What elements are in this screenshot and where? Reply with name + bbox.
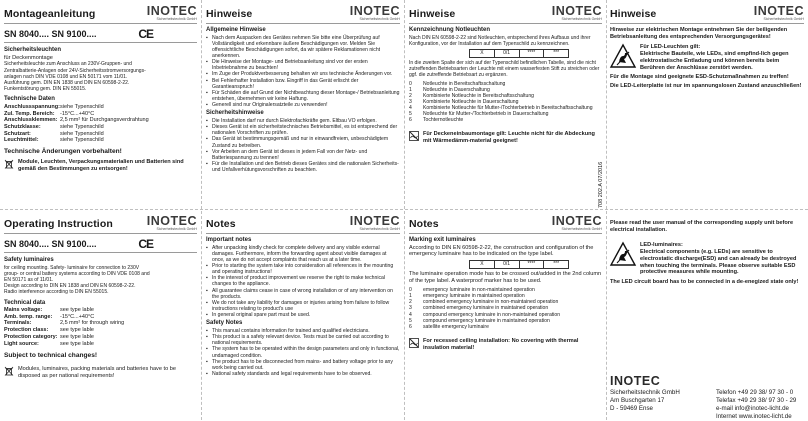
disposal-note xyxy=(4,159,197,173)
disposal-bin-icon xyxy=(4,366,14,376)
panel-header xyxy=(4,214,197,234)
code-cell: X xyxy=(470,50,495,57)
marking-code-box xyxy=(469,49,569,58)
list-item: ▪ After unpacking kindly check for complete delivery and any visible external damages. Furthermore, inform the forwarding agent about visible damages at once, as we do not accept complaints that reach us at a later time. xyxy=(206,245,400,263)
esd-protection-text: Für die Montage sind geeignete ESD-Schutzmaßnahmen zu treffen! xyxy=(610,74,789,81)
panel-title: Hinweise xyxy=(409,8,456,20)
general-heading: Allgemeine Hinweise xyxy=(206,27,266,33)
marking-code-box xyxy=(469,260,569,269)
marking-heading: Marking exit luminaires xyxy=(409,237,476,243)
product-line: Design according to DIN EN 1838 and DIN EN 60598-2-22. xyxy=(4,283,136,290)
product-line: anlagen nach DIN VDE 0108 und EN 50171 vom 11/01. xyxy=(4,73,128,80)
panel-header xyxy=(206,214,400,234)
code-description: Notleuchte in Bereitschaftsschaltung xyxy=(423,80,506,87)
list-item: ▪ In the interest of product improvement we reserve the right to make technical changes to the appliance. xyxy=(206,275,400,287)
no-insulation-icon xyxy=(409,131,419,141)
tech-heading: Technische Daten xyxy=(4,96,55,103)
footer-company: Sicherheitstechnik GmbH xyxy=(610,389,680,396)
code-description: satellite emergency luminaire xyxy=(423,323,489,330)
code-number: 5 xyxy=(409,317,412,324)
spec-key: Zul. Temp. Bereich: xyxy=(4,110,55,117)
footer-phone: Telefon +49 29 38/ 97 30 - 0 xyxy=(716,389,794,396)
disposal-note xyxy=(4,366,197,380)
brand-subtitle: Sicherheitstechnik GmbH xyxy=(156,17,197,21)
serial-numbers: SN 8040.... SN 9100.... xyxy=(4,29,97,39)
brand-name: INOTEC xyxy=(349,214,400,228)
esd-warning-icon xyxy=(610,44,636,68)
code-cell: *** xyxy=(553,261,560,268)
safety-notes-list xyxy=(206,118,400,173)
code-row xyxy=(409,305,560,311)
brand-name: INOTEC xyxy=(753,4,804,18)
spec-value: siehe Typenschild xyxy=(60,137,104,144)
list-item: ▪ Für die Installation und den Betrieb dieses Gerätes sind die nationalen Sicherheits- und Unfallverhütungsvorschriften zu beachten. xyxy=(206,161,400,173)
en-marking-panel xyxy=(409,214,602,416)
spec-value: siehe Typenschild xyxy=(60,124,104,131)
product-line: group- or central battery systems according to DIN VDE 0108 and xyxy=(4,270,150,277)
general-heading: Important notes xyxy=(206,237,252,243)
led-text: Elektrische Bauteile, wie LEDs, sind empfind-lich gegen elektrostatische Entladung und können bereits beim Berühren der Anschlüsse zerstört werden. xyxy=(640,50,789,71)
list-item: ▪ Die Installation darf nur durch Elektrofachkräfte gem. Eltbau VO erfolgen. xyxy=(206,118,400,124)
board-text: The LED circuit board has to be connected in a de-enegized state only! xyxy=(610,279,799,286)
ceiling-note xyxy=(409,338,602,352)
english-section xyxy=(0,210,808,420)
product-line: Sicherheitsleuchte zum Anschluss an 230V-Gruppen- und xyxy=(4,61,132,68)
list-item: ▪ Generell sind nur Originalersatzteile zu verwenden! xyxy=(206,102,400,108)
no-insulation-icon xyxy=(409,338,419,348)
spec-value: see type lable xyxy=(60,340,94,347)
mode-code-table xyxy=(409,287,560,330)
spec-row xyxy=(4,307,124,314)
ce-mark: CE xyxy=(138,27,153,41)
brand-logo xyxy=(147,215,197,232)
spec-key: Amb. temp. range: xyxy=(4,313,53,320)
list-item: ▪ Das Gerät ist bestimmungsgemäß und nur in einwandfreiem, unbeschädigtem Zustand zu betreiben. xyxy=(206,136,400,148)
code-number: 6 xyxy=(409,323,412,330)
spec-key: Anschlussspannung: xyxy=(4,103,60,110)
code-row xyxy=(409,312,560,318)
spec-row xyxy=(4,341,124,348)
spec-row xyxy=(4,314,124,321)
electrical-intro: Please read the user manual of the corresponding supply unit before electrical installation. xyxy=(610,220,794,233)
brand-name: INOTEC xyxy=(551,214,602,228)
panel-header xyxy=(409,4,602,24)
code-number: 0 xyxy=(409,287,412,294)
changes-note: Technische Änderungen vorbehalten! xyxy=(4,148,122,156)
list-item: ▪ All guarantee claims cease in case of wrong installation or of any intervention on the products. xyxy=(206,288,400,300)
led-text: Electrical components (e.g. LEDs) are sensitive to electrostatic discharge(ESD) and can already be destroyed when touching the terminals. Please observe suitable ESD protective measures while mounting. xyxy=(640,248,797,276)
ceiling-note-text: Für Deckeneinbaumontage gilt: Leuchte nicht für die Abdeckung mit Wärmedämm-material geeignet! xyxy=(423,131,595,145)
spec-key: Schutzklasse: xyxy=(4,124,41,131)
tech-heading: Technical data xyxy=(4,299,46,306)
code-number: 1 xyxy=(409,86,412,93)
spec-key: Schutzart: xyxy=(4,130,31,137)
list-item: ▪ In general original spare part must be used. xyxy=(206,312,400,318)
list-item: ▪ Bei Fehlerhafter Installation bzw. Eingriff in das Gerät erlischt der Garantieanspruch! xyxy=(206,78,400,90)
ceiling-note-text: For recessed ceiling installation: No covering with thermal insulation material! xyxy=(423,337,579,351)
spec-row xyxy=(4,111,149,118)
brand-logo xyxy=(552,5,602,22)
code-number: 4 xyxy=(409,311,412,318)
ceiling-note xyxy=(409,131,602,145)
safety-heading: Sicherheitshinweise xyxy=(206,110,264,117)
de-marking-panel xyxy=(409,4,602,206)
brand-logo xyxy=(147,5,197,22)
code-description: Kombinierte Notleuchte in Bereitschaftsschaltung xyxy=(423,92,534,99)
code-cell: **** xyxy=(520,261,545,268)
brand-subtitle: Sicherheitstechnik GmbH xyxy=(156,227,197,231)
code-description: compound emergency luminaire in maintained operation xyxy=(423,317,550,324)
spec-value: see type lable xyxy=(60,333,94,340)
panel-title: Hinweise xyxy=(610,8,657,20)
disposal-bin-icon xyxy=(4,159,14,169)
spec-value: -15°C...+40°C xyxy=(60,110,95,117)
code-description: Notleuchte für Mutter-/Tochterbetrieb in Dauerschaltung xyxy=(423,110,549,117)
marking-text: Nach DIN EN 60598-2-22 sind Notleuchten, entsprechend ihres Aufbaus und ihrer Konfiguration, vor der Installation auf dem Typenschild zu kennzeichnen. xyxy=(409,34,591,47)
list-item: ▪ This manual contains information for trained and qualified electricians. xyxy=(206,328,400,334)
esd-text-block xyxy=(640,242,804,277)
ce-mark: CE xyxy=(138,237,153,251)
safety-heading: Safety Notes xyxy=(206,320,243,327)
spec-key: Anschlussklemmen: xyxy=(4,117,58,124)
product-line: Radio interference according to DIN EN 55015. xyxy=(4,289,109,296)
code-number: 0 xyxy=(409,80,412,87)
panel-header xyxy=(409,214,602,234)
marking-heading: Kennzeichnung Notleuchten xyxy=(409,27,490,33)
brand-name: INOTEC xyxy=(146,4,197,18)
spec-key: Protection class: xyxy=(4,327,49,334)
german-section xyxy=(0,0,808,210)
list-item: ▪ We do not take any liability for damages or injuries arising from failure to follow instructions relating to product's use xyxy=(206,300,400,312)
list-item: ▪ Die Hinweise der Montage- und Betriebsanleitung sind vor der ersten Inbetriebnahme zu beachten! xyxy=(206,59,400,71)
disposal-text: Module, Leuchten, Verpackungsmaterialien und Batterien sind gemäß den Bestimmungen zu entsorgen! xyxy=(18,158,184,172)
company-footer xyxy=(610,374,804,420)
fields-text: The luminaire operation mode has to be crossed out/added in the 2nd column of the type label. A waterproof marker has to be used. xyxy=(409,271,602,285)
en-notes-panel xyxy=(206,214,400,416)
spec-value: 2,5 mm² for through wiring xyxy=(60,320,125,327)
footer-address xyxy=(610,389,680,413)
footer-city: D - 59469 Ense xyxy=(610,405,653,412)
panel-title: Montageanleitung xyxy=(4,8,96,20)
spec-value: siehe Typenschild xyxy=(60,130,104,137)
de-electrical-panel xyxy=(610,4,804,206)
footer-web: Internet www.inotec-licht.de xyxy=(716,413,792,420)
brand-subtitle: Sicherheitstechnik GmbH xyxy=(763,17,804,21)
brand-logo xyxy=(350,5,400,22)
footer-email: e-mail info@inotec-licht.de xyxy=(716,405,789,412)
list-item: ▪ Vor Arbeiten an dem Gerät ist dieses in jedem Fall von der Netz- und Batteriespannung zu trennen! xyxy=(206,149,400,161)
code-number: 2 xyxy=(409,92,412,99)
disposal-text: Modules, luminaires, packing materials and batteries have to be disposed as per national requirements! xyxy=(18,365,176,379)
spec-value: 2,5 mm² für Durchgangsverdrahtung xyxy=(60,117,149,124)
spec-row xyxy=(4,124,149,131)
brand-logo xyxy=(350,215,400,232)
esd-warning xyxy=(610,44,804,72)
spec-value: -15°C...+40°C xyxy=(60,313,95,320)
spec-row xyxy=(4,320,124,327)
board-text: Die LED-Leiterplatte ist nur im spannungslosen Zustand anzuschließen! xyxy=(610,83,802,90)
code-description: emergency luminaire in non-maintained operation xyxy=(423,287,535,294)
list-item: ▪ Prior to starting the system take into consideration all references in the mounting and operating instructions! xyxy=(206,263,400,275)
document-code-text: 708 202.A 07/2016 xyxy=(598,161,604,208)
brand-subtitle: Sicherheitstechnik GmbH xyxy=(561,227,602,231)
code-description: Kombinierte Notleuchte für Mutter-/Tochterbetrieb in Bereitschaftsschaltung xyxy=(423,104,593,111)
code-description: Tochternotleuchte xyxy=(423,117,464,124)
brand-name: INOTEC xyxy=(349,4,400,18)
spec-key: Light source: xyxy=(4,340,39,347)
code-description: compound emergency luminaire in non-maintained operation xyxy=(423,311,561,318)
serial-row xyxy=(4,27,197,43)
spec-key: Protection category: xyxy=(4,333,58,340)
spec-value: siehe Typenschild xyxy=(60,103,104,110)
code-number: 5 xyxy=(409,110,412,117)
general-notes-list xyxy=(206,245,400,319)
list-item: ▪ Im Zuge der Produktverbesserung behalten wir uns technische Änderungen vor. xyxy=(206,71,400,77)
panel-title: Notes xyxy=(206,218,236,230)
footer-street: Am Buschgarten 17 xyxy=(610,397,665,404)
code-description: combined emergency luminaire in maintained operation xyxy=(423,305,549,312)
esd-text-block xyxy=(640,44,804,72)
panel-title: Notes xyxy=(409,218,439,230)
brand-logo xyxy=(754,5,804,22)
spec-key: Mains voltage: xyxy=(4,307,43,314)
led-heading: Für LED-Leuchten gilt: xyxy=(640,43,701,50)
panel-header xyxy=(610,4,804,24)
changes-note: Subject to technical changes! xyxy=(4,352,98,360)
spec-key: Terminals: xyxy=(4,320,32,327)
list-item: ▪ Nach dem Auspacken des Gerätes nehmen Sie bitte eine Überprüfung auf Vollständigkeit und erkennbare äußere Beschädigungen vor. Melden Sie offensichtliche Beschädigungen sofort, da wir spätere Reklamationen nicht anerkennen. xyxy=(206,35,400,60)
list-item: ▪ Für Schäden die auf Grund der Nichtbeachtung dieser Montage-/ Betriebsanleitung entstehen, übernehmen wir keine Haftung. xyxy=(206,90,400,102)
product-heading: Sicherheitsleuchten xyxy=(4,47,62,53)
marking-text: According to DIN EN 60598-2-22, the construction and configuration of the emergency luminaire has to be indicated on the type label. xyxy=(409,244,594,258)
code-row xyxy=(409,324,560,330)
fields-text: In die zweiten Spalte der sich auf der Typenschild befindlichen Tabelle, sind die nicht zutreffenden Betriebsarten der Leuchte mit einem wasserfesten Stift zu streichen oder ggf. die zutreffende Betriebsart zu ergänzen. xyxy=(409,59,600,79)
general-notes-list xyxy=(206,35,400,109)
list-item: ▪ This product is a safety relevant device. Tests must be carried out according to national requirements. xyxy=(206,334,400,346)
spec-row xyxy=(4,131,149,138)
code-cell: *** xyxy=(553,49,560,56)
spec-value: see type lable xyxy=(60,307,94,314)
spec-table xyxy=(4,104,149,144)
code-description: emergency luminaire in maintained operation xyxy=(423,293,525,300)
spec-row xyxy=(4,137,149,144)
code-row xyxy=(409,117,593,123)
esd-warning-icon xyxy=(610,242,636,266)
footer-brand: INOTEC xyxy=(610,374,661,388)
brand-subtitle: Sicherheitstechnik GmbH xyxy=(359,227,400,231)
mode-code-table xyxy=(409,81,593,124)
code-cell: X xyxy=(470,261,495,268)
code-number: 1 xyxy=(409,293,412,300)
code-cell: 0/1 xyxy=(495,261,520,268)
code-number: 3 xyxy=(409,98,412,105)
spec-row xyxy=(4,104,149,111)
code-description: Notleuchte in Dauerschaltung xyxy=(423,86,490,93)
list-item: ▪ The system has to be operated within the design parameters and only in functional, undamaged condition. xyxy=(206,346,400,358)
en-electrical-panel xyxy=(610,214,804,420)
brand-subtitle: Sicherheitstechnik GmbH xyxy=(561,17,602,21)
serial-numbers: SN 8040.... SN 9100.... xyxy=(4,239,97,249)
brand-name: INOTEC xyxy=(551,4,602,18)
spec-value: see type lable xyxy=(60,327,94,334)
panel-header xyxy=(206,4,400,24)
product-line: Zentralbatterie-Anlagen oder 24V-Sicherheitsstromversorgungs- xyxy=(4,67,146,74)
code-cell: **** xyxy=(520,50,545,57)
spec-table xyxy=(4,307,124,347)
code-number: 3 xyxy=(409,305,412,312)
product-heading: Safety luminaires xyxy=(4,257,54,263)
spec-row xyxy=(4,334,124,341)
panel-header xyxy=(4,4,197,24)
brand-logo xyxy=(552,215,602,232)
product-line: für Deckenmontage xyxy=(4,54,53,61)
code-number: 2 xyxy=(409,299,412,306)
code-cell: 0/1 xyxy=(495,50,520,57)
list-item: ▪ The product has to be disconnected from mains- and battery voltage prior to any work being carried out. xyxy=(206,359,400,371)
brand-subtitle: Sicherheitstechnik GmbH xyxy=(359,17,400,21)
de-mounting-panel xyxy=(4,4,197,206)
code-number: 6 xyxy=(409,117,412,124)
spec-row xyxy=(4,117,149,124)
product-line: Funkentstörung gem. DIN EN 55015. xyxy=(4,86,87,93)
de-notes-panel xyxy=(206,4,400,206)
code-description: Kombinierte Notleuchte in Dauerschaltung xyxy=(423,98,519,105)
footer-contact xyxy=(716,389,804,421)
list-item: ▪ Dieses Gerät ist ein sicherheitstechnisches Betriebsmittel, es ist entsprechend der nationalen Vorschriften zu prüfen. xyxy=(206,124,400,136)
electrical-intro: Hinweise zur elektrischen Montage entnehmen Sie der beiligenden Betriebsanleitung des entsprechenden Versorgungsgerätes! xyxy=(610,27,788,40)
spec-row xyxy=(4,327,124,334)
esd-warning xyxy=(610,242,804,277)
panel-title: Hinweise xyxy=(206,8,253,20)
footer-fax: Telefax +49 29 38/ 97 30 - 29 xyxy=(716,397,797,404)
brand-name: INOTEC xyxy=(146,214,197,228)
code-row xyxy=(409,318,560,324)
code-description: combined emergency luminaire in non-maintained operation xyxy=(423,299,559,306)
en-operating-panel xyxy=(4,214,197,416)
spec-key: Leuchtmittel: xyxy=(4,137,39,144)
serial-row xyxy=(4,237,197,253)
product-line: EN 50171 as of 11/01. xyxy=(4,276,54,283)
code-number: 4 xyxy=(409,104,412,111)
product-line: for ceiling mounting. Safety- luminaire for connection to 230V xyxy=(4,264,140,271)
safety-notes-list xyxy=(206,328,400,377)
product-line: Ausführung gem. DIN EN 1838 und DIN EN 60598-2-22. xyxy=(4,80,130,87)
list-item: ▪ National safety standards and legal requirements have to be observed. xyxy=(206,371,400,377)
led-heading: LED-luminaires: xyxy=(640,241,683,248)
panel-title: Operating Instruction xyxy=(4,218,113,230)
document-code xyxy=(598,130,608,210)
